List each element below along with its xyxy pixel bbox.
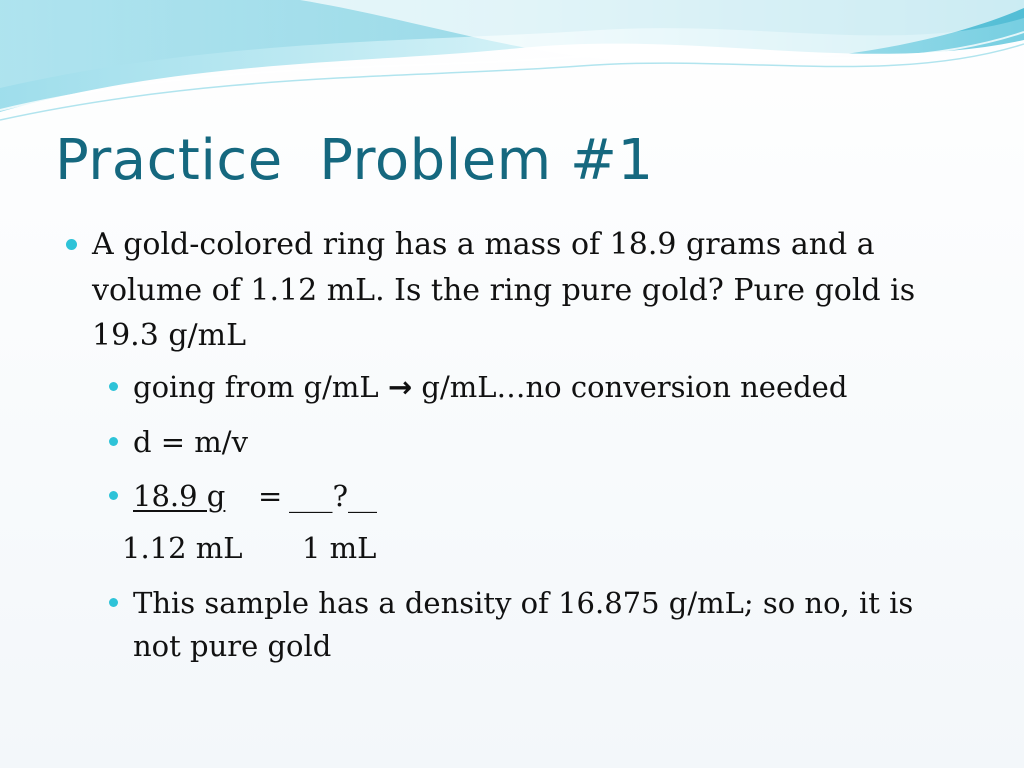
fraction-right-numerator: ___?__: [289, 479, 378, 513]
bullet-text-line-2: volume of 1.12 mL. Is the ring pure gold? Pure gold is: [92, 273, 916, 308]
fraction-left-denominator: 1.12 mL: [122, 531, 243, 565]
answer-line-2: not pure gold: [133, 629, 332, 663]
subbullet-dot: [109, 598, 118, 607]
subbullet-dot: [109, 491, 118, 500]
bullet-dot: [66, 239, 77, 250]
subbullet-conversion: [133, 364, 847, 410]
bullet-text-line-3: 19.3 g/mL: [92, 318, 247, 353]
slide-title: Practice Problem #1: [55, 128, 654, 193]
conversion-text-after: g/mL…no conversion needed: [412, 370, 848, 404]
subbullet-dot: [109, 437, 118, 446]
right-arrow-icon: →: [387, 370, 413, 404]
subbullet-formula: d = m/v: [133, 425, 248, 459]
subbullet-dot: [109, 382, 118, 391]
fraction-left-numerator: 18.9 g: [133, 479, 226, 513]
bullet-text-line-1: A gold-colored ring has a mass of 18.9 grams and a: [92, 227, 875, 262]
fraction-right-denominator: 1 mL: [302, 531, 377, 565]
fraction-equals: =: [258, 479, 283, 513]
answer-line-1: This sample has a density of 16.875 g/mL; so no, it is: [133, 586, 914, 620]
header-wave-decoration: [0, 0, 1024, 130]
conversion-text-before: going from g/mL: [133, 370, 388, 404]
